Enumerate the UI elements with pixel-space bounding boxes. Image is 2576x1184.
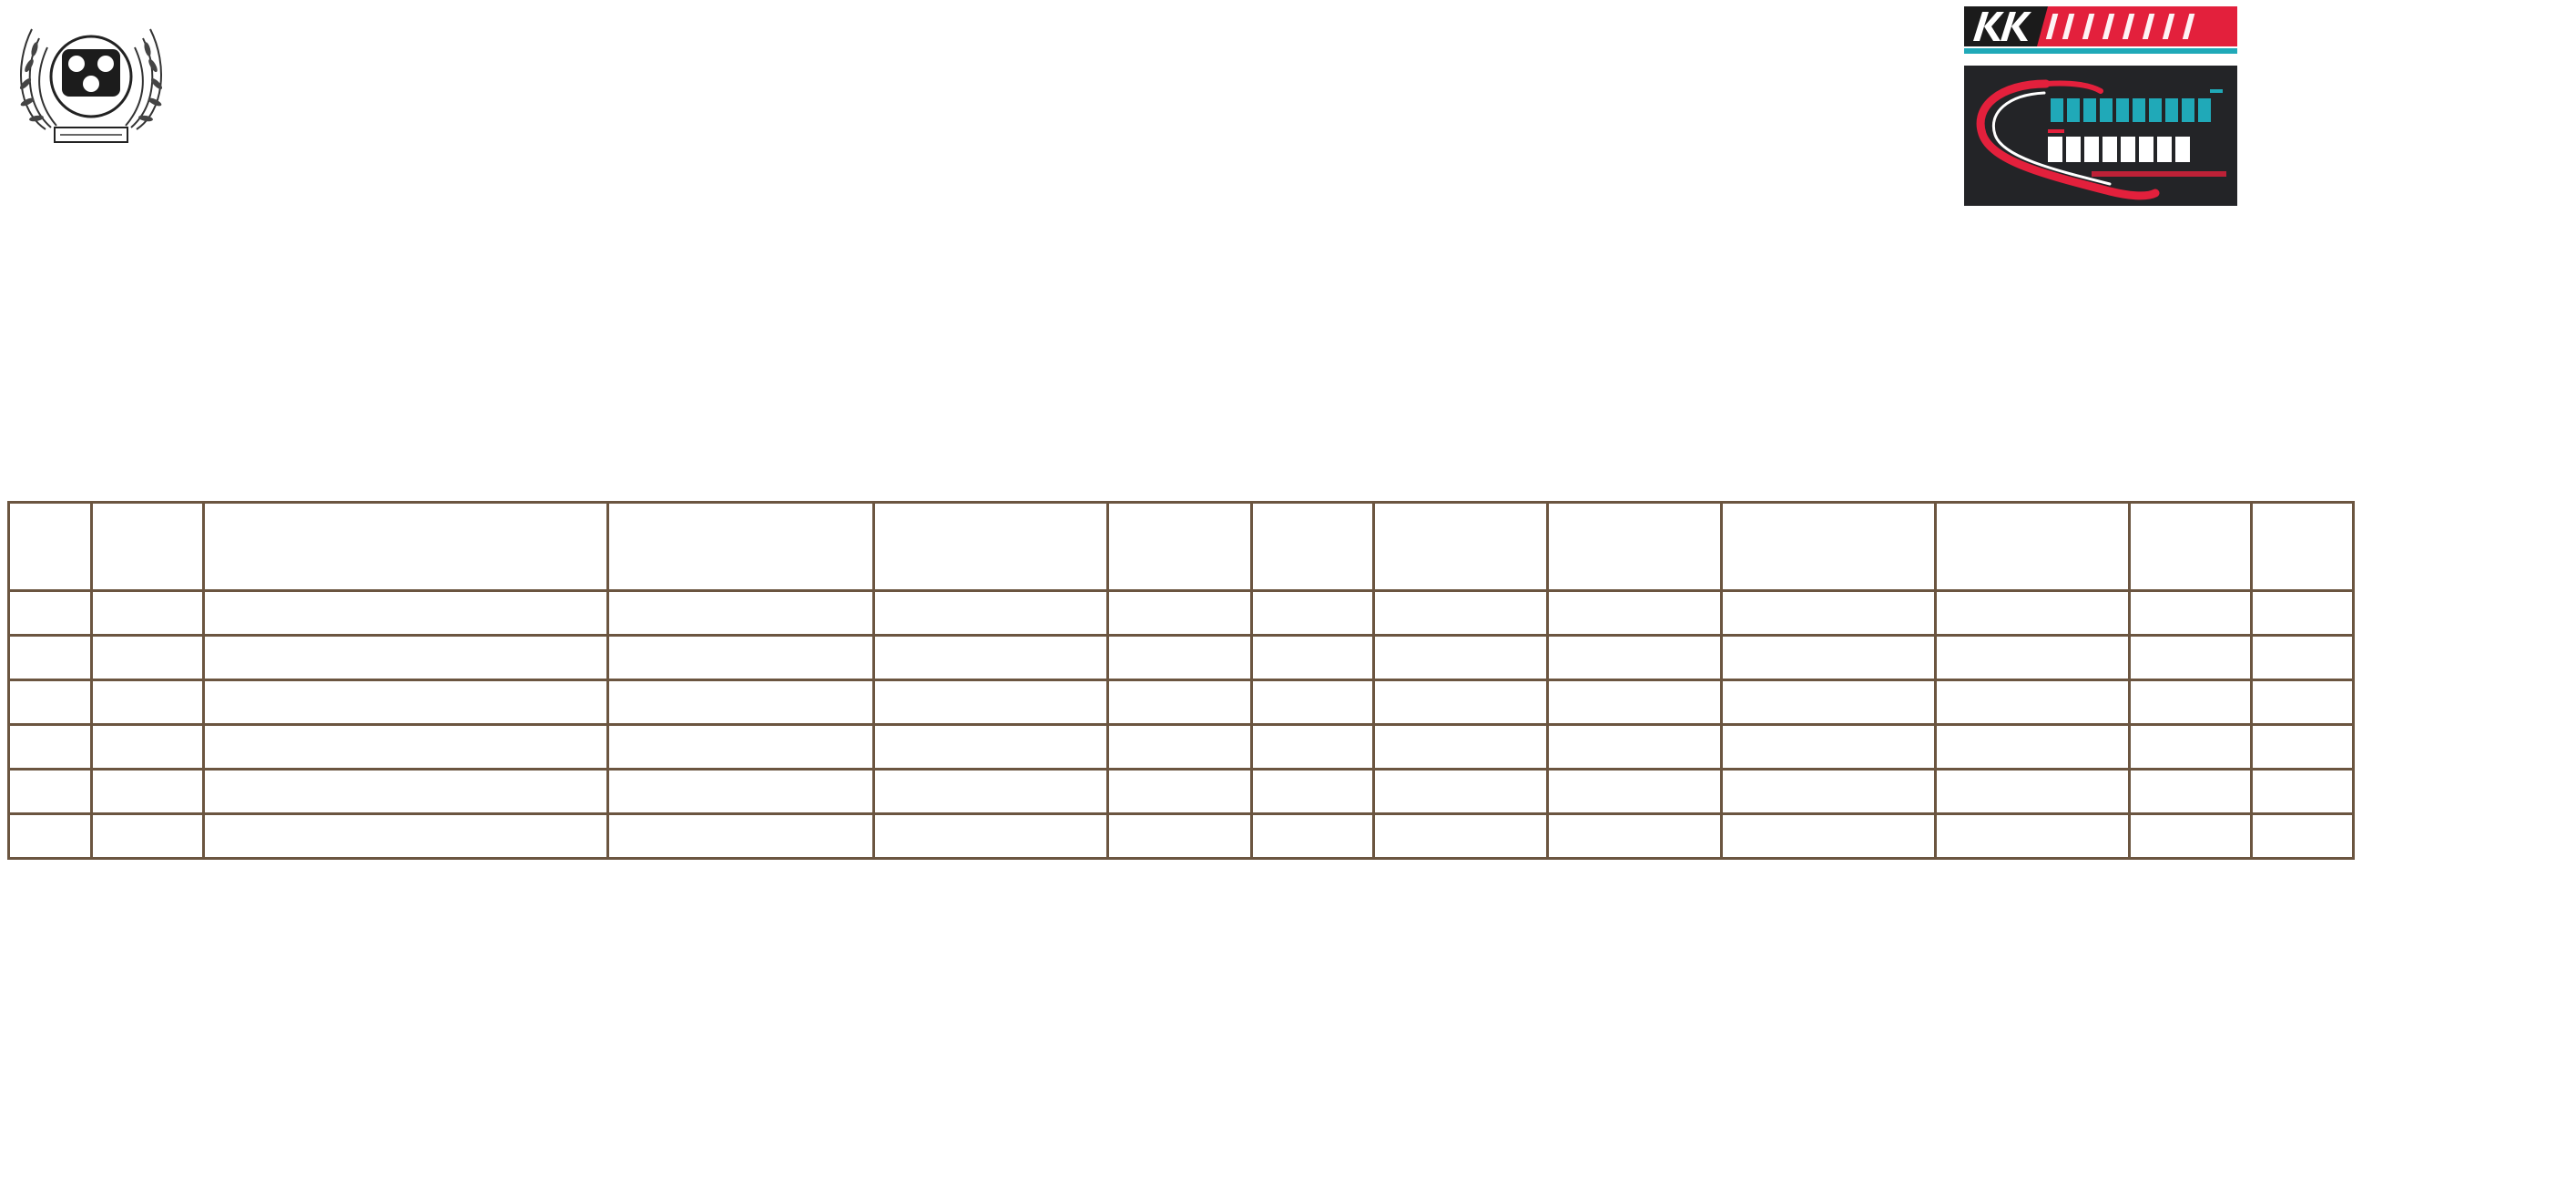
table-cell xyxy=(1548,680,1722,725)
table-cell xyxy=(1108,636,1252,680)
table-cell xyxy=(2130,770,2252,814)
table-cell xyxy=(204,770,608,814)
table-cell xyxy=(92,770,204,814)
table-cell xyxy=(2130,680,2252,725)
results-table xyxy=(7,501,2355,860)
table-cell xyxy=(92,636,204,680)
table-cell xyxy=(1252,770,1374,814)
table-row xyxy=(9,636,2354,680)
table-header-cell xyxy=(1722,503,1936,591)
table-cell xyxy=(1374,591,1548,636)
table-cell xyxy=(1252,725,1374,770)
table-cell xyxy=(1108,725,1252,770)
table-header-cell xyxy=(2252,503,2354,591)
table-cell xyxy=(1936,591,2130,636)
table-cell xyxy=(1374,814,1548,859)
table-cell xyxy=(1722,814,1936,859)
table-header-cell xyxy=(874,503,1108,591)
table-cell xyxy=(608,725,874,770)
table-cell xyxy=(874,770,1108,814)
table-header-cell xyxy=(2130,503,2252,591)
table-header-cell xyxy=(1548,503,1722,591)
table-cell xyxy=(1374,636,1548,680)
table-cell xyxy=(1722,636,1936,680)
table-header-row xyxy=(9,503,2354,591)
table-header-cell xyxy=(608,503,874,591)
table-cell xyxy=(1936,725,2130,770)
table-cell xyxy=(1374,680,1548,725)
table-cell xyxy=(9,814,92,859)
table-header-cell xyxy=(1374,503,1548,591)
table-cell xyxy=(2130,725,2252,770)
table-header-cell xyxy=(1252,503,1374,591)
table-cell xyxy=(608,680,874,725)
table-cell xyxy=(2130,814,2252,859)
table-cell xyxy=(9,725,92,770)
table-cell xyxy=(1108,814,1252,859)
table-cell xyxy=(1548,814,1722,859)
kuzbass-autodrom-logo-icon xyxy=(1964,66,2237,206)
table-cell xyxy=(204,636,608,680)
table-cell xyxy=(1108,680,1252,725)
table-cell xyxy=(2252,680,2354,725)
table-cell xyxy=(1252,591,1374,636)
table-header-cell xyxy=(1108,503,1252,591)
table-cell xyxy=(92,680,204,725)
table-cell xyxy=(1548,770,1722,814)
table-cell xyxy=(1722,770,1936,814)
table-cell xyxy=(92,725,204,770)
table-cell xyxy=(2252,636,2354,680)
kuzbass-autodrom-logo xyxy=(1964,66,2237,206)
table-cell xyxy=(2130,591,2252,636)
table-cell xyxy=(608,814,874,859)
table-cell xyxy=(1936,636,2130,680)
table-cell xyxy=(92,591,204,636)
table-cell xyxy=(1722,591,1936,636)
table-cell xyxy=(1936,680,2130,725)
table-cell xyxy=(1722,680,1936,725)
table-cell xyxy=(1108,591,1252,636)
table-cell xyxy=(1548,636,1722,680)
table-cell xyxy=(204,725,608,770)
table-cell xyxy=(204,814,608,859)
table-cell xyxy=(2130,636,2252,680)
table-cell xyxy=(874,680,1108,725)
ksk-klassika-logo-icon xyxy=(1964,5,2237,56)
table-cell xyxy=(9,591,92,636)
table-cell xyxy=(1252,680,1374,725)
table-cell xyxy=(204,591,608,636)
table-cell xyxy=(1936,770,2130,814)
table-header-cell xyxy=(204,503,608,591)
table-row xyxy=(9,591,2354,636)
table-cell xyxy=(1548,725,1722,770)
table-cell xyxy=(1252,636,1374,680)
table-cell xyxy=(874,814,1108,859)
table-cell xyxy=(92,814,204,859)
table-cell xyxy=(2252,591,2354,636)
table-cell xyxy=(874,725,1108,770)
table-header-cell xyxy=(92,503,204,591)
table-cell xyxy=(608,591,874,636)
table-cell xyxy=(1252,814,1374,859)
table-cell xyxy=(2252,725,2354,770)
table-row xyxy=(9,814,2354,859)
table-cell xyxy=(1722,725,1936,770)
table-cell xyxy=(2252,814,2354,859)
table-cell xyxy=(874,591,1108,636)
table-cell xyxy=(608,770,874,814)
raf-emblem-icon xyxy=(9,11,173,155)
raf-emblem-logo xyxy=(9,11,173,155)
table-cell xyxy=(874,636,1108,680)
table-cell xyxy=(1108,770,1252,814)
table-cell xyxy=(1936,814,2130,859)
table-row xyxy=(9,770,2354,814)
ksk-klassika-logo xyxy=(1964,5,2237,56)
table-row xyxy=(9,680,2354,725)
table-cell xyxy=(1374,725,1548,770)
table-cell xyxy=(9,680,92,725)
table-header-cell xyxy=(1936,503,2130,591)
table-cell xyxy=(204,680,608,725)
table-cell xyxy=(2252,770,2354,814)
table-header-cell xyxy=(9,503,92,591)
table-cell xyxy=(608,636,874,680)
table-cell xyxy=(9,770,92,814)
table-cell xyxy=(9,636,92,680)
table-row xyxy=(9,725,2354,770)
table-cell xyxy=(1548,591,1722,636)
table-cell xyxy=(1374,770,1548,814)
